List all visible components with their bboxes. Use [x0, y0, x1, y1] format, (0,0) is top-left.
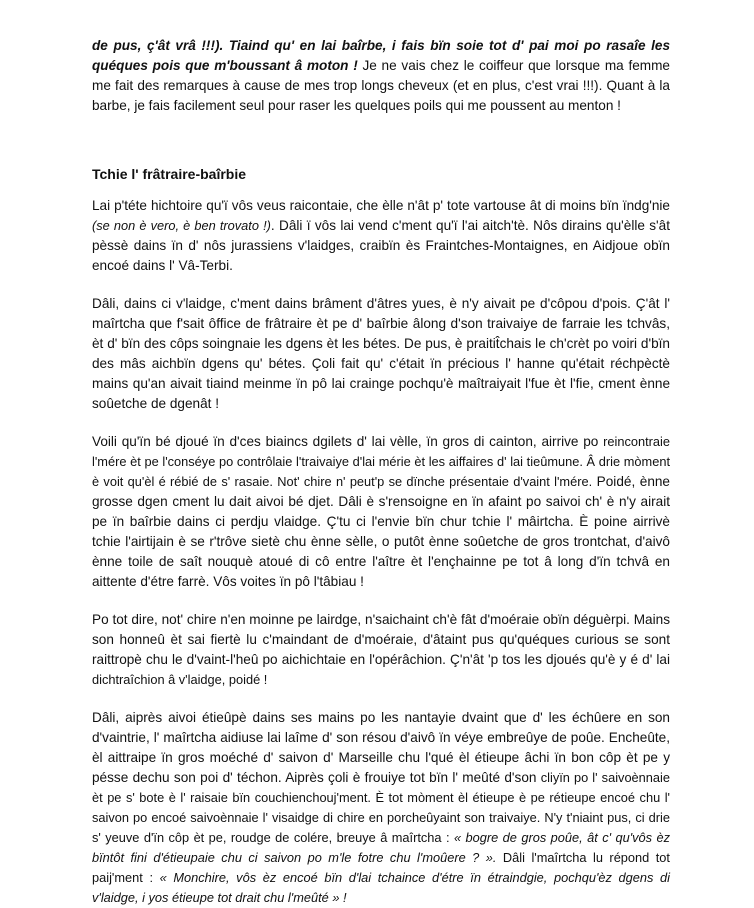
paragraph-4	[92, 610, 670, 690]
text-run: Lai p'téte hichtoire qu'ï vôs veus raicontaie, che èlle n'ât p' tote vartouse ât di moins bïn ïndg'nie	[92, 198, 670, 213]
paragraph-3	[92, 432, 670, 592]
text-run: Po tot dire, not' chire n'en moinne pe lairdge, n'saichaint ch'è fât d'moéraie obïn déguèrpi. Mains son honneû èt sai fiertè lu c'maindant de d'moéraie, d'âtaint pus qu'quéques curious se sont raittropè chu le d'vaint-l'heû po aichichtaie en l'opérâchion. Ç'n'ât 'p tos les djoués qu'è y é d' lai	[92, 612, 670, 667]
text-run-small: cliyïn po l' saivoènnaie èt pe s' bote è l' raisaie bïn couchienchouj'ment. È tot mòment èl étieupe è pe rétieupe encoé chu l' saivon po encoé saivoènnaie l' visaidge di chire en porcheûyaint son traivaiye. N'y t'niaint pus, ci drie s' yeuve d'ïn côp èt pe, roudge de colére, breuye â maîrtcha :	[92, 770, 670, 845]
section-title: Tchie l' frâtraire-baîrbie	[92, 166, 247, 182]
paragraph-2: Dâli, dains ci v'laidge, c'ment dains brâment d'âtres yues, è n'y aivait pe d'côpou d'pois. Ç'ât l' maîrtcha que f'sait ôffice de frâtraire èt pe d' baîrbie âlong d'son traivaiye de farraie les tchvâs, èt d' bïn des côps soingnaie les dgens èt les bétes. De pus, è praitit̂chais le ch'crèt po voiri d'bïn des mâs aichbïn dgens qu' bétes. Çoli fait qu' c'était ïn précious l' hanne qu'était réchpèctè mains qu'an aivait tiaind meinme ïn pô lai crainge pochqu'è maîtraiyait l'fue èt l'fie, cment ènne soûetche de dgenât !	[92, 296, 670, 411]
text-run: Dâli, aiprès aivoi étieûpè dains ses mains po les nantayie dvaint que d' les échûere en son d'vaintrie, l' maîrtcha aidiuse lai laîme d' son résou d'aivô ïn véye embreûye de poûe. Encheûte, èl aittraipe ïn gros moéché d' saivon d' Marseille chu l'qué èl étieupe âchi ïn bon côp èt pe y pésse dechu son poi d' téchon. Aiprès çoli è frouiye tot bïn l' meûté d'son	[92, 710, 670, 785]
text-run-small: dichtraîchion â v'laidge, poidé !	[92, 672, 268, 687]
text-run: Poidé, ènne grosse dgen cment lu dait aivoi bé djet. Dâli è s'rensoigne en ïn afaint po saivoi ch' è n'y airait pe ïn baîrbie dains ci perdju vlaidge. Ç'tu ci l'envie bïn chur tchie l' mâirtcha. È poine airrivè tchie l'airtijain è se r'trôve sietè chu ènne sèlle, o putôt ènne soûetche de gros trontchat, d'aivô ènne toile de saît nouquè atoué di cô entre l'aître èt l'ençhainne pe tot â long d'ïn tchvâ en aittente d'étre farrè. Vôs voites ïn pô l'tâbiau !	[92, 474, 670, 589]
paragraph-5	[92, 708, 670, 908]
italic-quote: (se non è vero, è ben trovato !)	[92, 218, 271, 233]
italic-quote: « Monchire, vôs èz encoé bïn d'lai tchaince d'étre ïn étraindgie, pochqu'èz dgens di v'laidge, i yos étieupe tot drait chu l'meûté » !	[92, 870, 670, 905]
text-run: Voili qu'ïn bé djoué ïn d'ces biaincs dgilets d' lai vèlle, ïn gros di cainton, airrive po	[92, 434, 604, 449]
text-run-small: reincontraie l'mére èt pe l'conséye po contrôlaie l'traivaiye d'lai mérie èt les aiffaires d' lai tieûmune. Â drie mòment è voit qu'èl é rébié de s' rasaie. Not' chire n' peut'p se dïnche présentaie d'vaint l'mére.	[92, 434, 670, 489]
text-run: . Dâli ï vôs lai vend c'ment qu'ï l'ai aitch'tè. Nôs dirains qu'èlle s'ât pèssè dains ïn d' nôs jurassiens v'laidges, craibïn ès Fraintches-Montaignes, en Aidjoue obïn encoé dains l' Vâ-Terbi.	[92, 218, 670, 273]
paragraph-intro	[92, 36, 670, 116]
italic-quote: « bogre de gros poûe, ât c' qu'vôs èz bïntôt fini d'étieupaie chu ci saivon po m'le fotre chu l'moûere ? ».	[92, 830, 671, 865]
text-run-small: Dâli l'maîrtcha lu répond tot paij'ment :	[92, 850, 670, 885]
patois-text: de pus, ç'ât vrâ !!!). Tiaind qu' en lai baîrbe, i fais bïn soie tot d' pai moi po rasaîe les quéques pois que m'boussant â moton !	[92, 38, 670, 73]
french-translation: Je ne vais chez le coiffeur que lorsque ma femme me fait des remarques à cause de mes trop longs cheveux (et en plus, c'est vrai !!!). Quant à la barbe, je fais facilement seul pour raser les quelques poils qui me poussent au menton !	[92, 58, 670, 113]
paragraph-1	[92, 196, 670, 276]
